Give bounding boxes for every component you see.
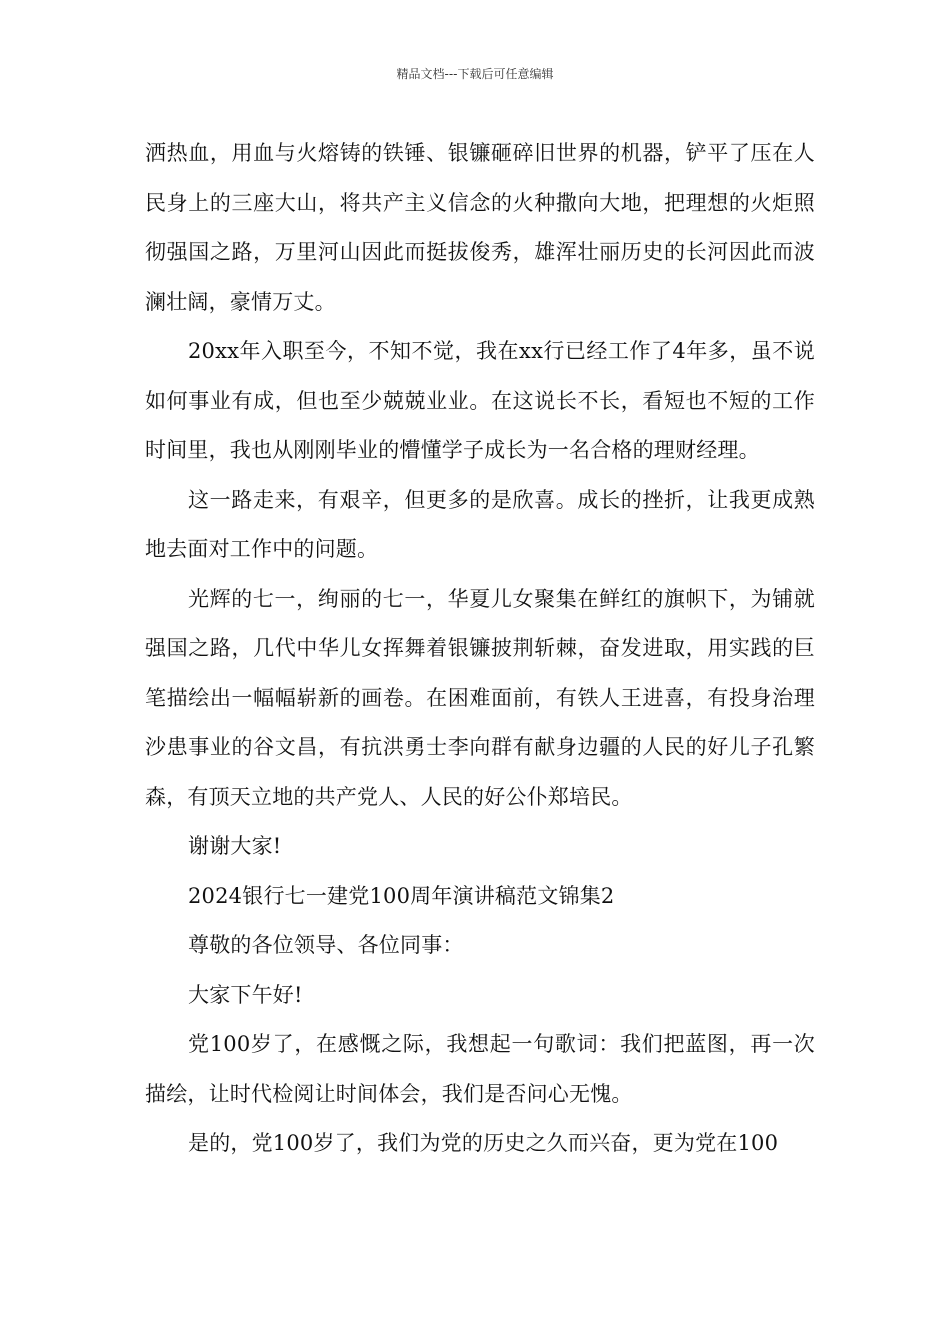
paragraph-history: 是的，党100岁了，我们为党的历史之久而兴奋，更为党在100 [188, 1131, 779, 1155]
paragraph-july-first: 光辉的七一，绚丽的七一，华夏儿女聚集在鲜红的旗帜下，为铺就强国之路，几代中华儿女挥舞着银镰披荆斩棘，奋发进取，用实践的巨笔描绘出一幅幅崭新的画卷。在困难面前，有铁人王进喜，有投身治理沙患事业的谷文昌，有抗洪勇士李向群有献身边疆的人民的好儿子孔繁森，有顶天立地的共产党人、人民的好公仆郑培民。 [145, 586, 815, 809]
document-body [145, 129, 815, 1169]
paragraph-continuation: 洒热血，用血与火熔铸的铁锤、银镰砸碎旧世界的机器，铲平了压在人民身上的三座大山，将共产主义信念的火种撒向大地，把理想的火炬照彻强国之路，万里河山因此而挺拔俊秀，雄浑壮丽历史的长河因此而波澜壮阔，豪情万丈。 [145, 141, 815, 314]
paragraph-career: 20xx年入职至今，不知不觉，我在xx行已经工作了4年多，虽不说如何事业有成，但也至少兢兢业业。在这说长不长，看短也不短的工作时间里，我也从刚刚毕业的懵懂学子成长为一名合格的理财经理。 [145, 339, 815, 462]
page-header: 精品文档---下载后可任意编辑 [396, 67, 554, 81]
paragraph-growth: 这一路走来，有艰辛，但更多的是欣喜。成长的挫折，让我更成熟地去面对工作中的问题。 [145, 487, 815, 561]
paragraph-lyrics: 党100岁了，在感慨之际，我想起一句歌词：我们把蓝图，再一次描绘，让时代检阅让时间体会，我们是否问心无愧。 [145, 1032, 815, 1106]
paragraph-thanks: 谢谢大家! [188, 834, 282, 858]
salutation: 尊敬的各位领导、各位同事： [188, 933, 464, 957]
greeting: 大家下午好! [188, 982, 303, 1007]
section-title: 2024银行七一建党100周年演讲稿范文锦集2 [188, 883, 615, 908]
